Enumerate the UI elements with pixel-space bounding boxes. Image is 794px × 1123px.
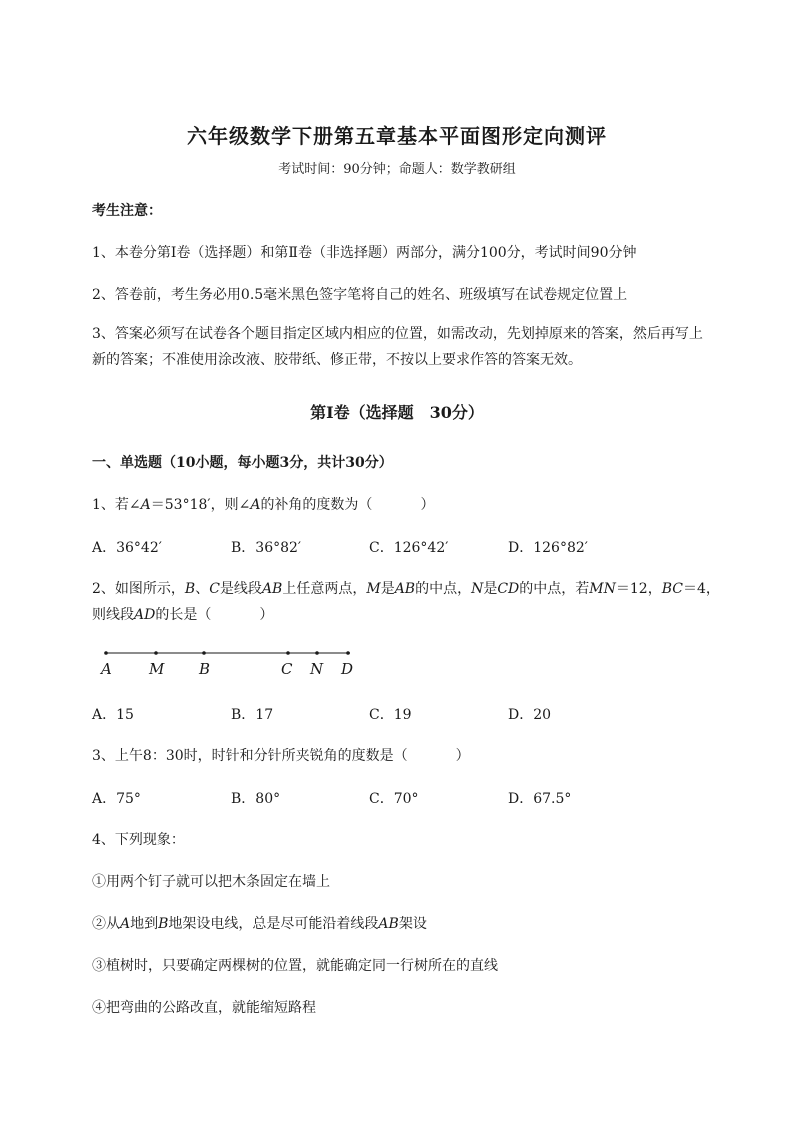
page-title: 六年级数学下册第五章基本平面图形定向测评 <box>187 124 607 148</box>
point-b-label: B <box>199 660 211 678</box>
phenomenon-item: ②从A地到B地架设电线，总是尽可能沿着线段AB架设 <box>92 916 427 932</box>
point-a-label: A <box>101 660 112 678</box>
question-2-stem-line2: 则线段AD的长是（ ） <box>92 607 274 623</box>
option-b: B．80° <box>231 791 281 807</box>
notice-item: 2、答卷前，考生务必用0.5毫米黑色签字笔将自己的姓名、班级填写在试卷规定位置上 <box>92 287 628 303</box>
question-2-stem: 2、如图所示，B、C是线段AB上任意两点，M是AB的中点，N是CD的中点，若MN＝12，BC＝4， <box>92 581 720 597</box>
point-d-label: D <box>341 660 354 678</box>
part-heading: 一、单选题（10小题，每小题3分，共计30分） <box>92 455 393 471</box>
option-d: D．20 <box>508 707 552 723</box>
option-a: A．15 <box>92 707 134 723</box>
phenomenon-item: ①用两个钉子就可以把木条固定在墙上 <box>92 874 330 890</box>
point-b-dot <box>202 651 206 655</box>
question-3-stem: 3、上午8：30时，时针和分针所夹锐角的度数是（ ） <box>92 748 470 764</box>
option-d: D．126°82′ <box>508 540 588 556</box>
option-a: A．75° <box>92 791 141 807</box>
option-b: B．17 <box>231 707 274 723</box>
option-a: A．36°42′ <box>92 540 162 556</box>
phenomenon-item: ③植树时，只要确定两棵树的位置，就能确定同一行树所在的直线 <box>92 958 498 974</box>
line-segment-figure <box>92 642 372 682</box>
point-m-label: M <box>149 660 165 678</box>
point-d-dot <box>346 651 350 655</box>
phenomenon-item: ④把弯曲的公路改直，就能缩短路程 <box>92 1000 316 1016</box>
question-4-stem: 4、下列现象： <box>92 832 185 848</box>
point-n-dot <box>315 651 319 655</box>
section-title: 第I卷（选择题 30分） <box>310 403 484 422</box>
point-c-dot <box>286 651 290 655</box>
point-a-dot <box>104 651 108 655</box>
notice-item: 3、答案必须写在试卷各个题目指定区域内相应的位置，如需改动，先划掉原来的答案，然后再写上新的答案；不准使用涂改液、胶带纸、修正带，不按以上要求作答的答案无效。 <box>92 326 703 368</box>
notice-item: 1、本卷分第I卷（选择题）和第Ⅱ卷（非选择题）两部分，满分100分，考试时间90分钟 <box>92 245 637 261</box>
exam-subtitle: 考试时间：90分钟；命题人：数学教研组 <box>278 162 516 177</box>
option-d: D．67.5° <box>508 791 572 807</box>
question-1-stem: 1、若∠A＝53°18′，则∠A的补角的度数为（ ） <box>92 497 435 513</box>
point-n-label: N <box>310 660 324 678</box>
option-c: C．70° <box>369 791 419 807</box>
option-c: C．19 <box>369 707 412 723</box>
point-m-dot <box>154 651 158 655</box>
option-c: C．126°42′ <box>369 540 449 556</box>
option-b: B．36°82′ <box>231 540 302 556</box>
point-c-label: C <box>281 660 293 678</box>
notice-heading: 考生注意： <box>92 203 162 219</box>
